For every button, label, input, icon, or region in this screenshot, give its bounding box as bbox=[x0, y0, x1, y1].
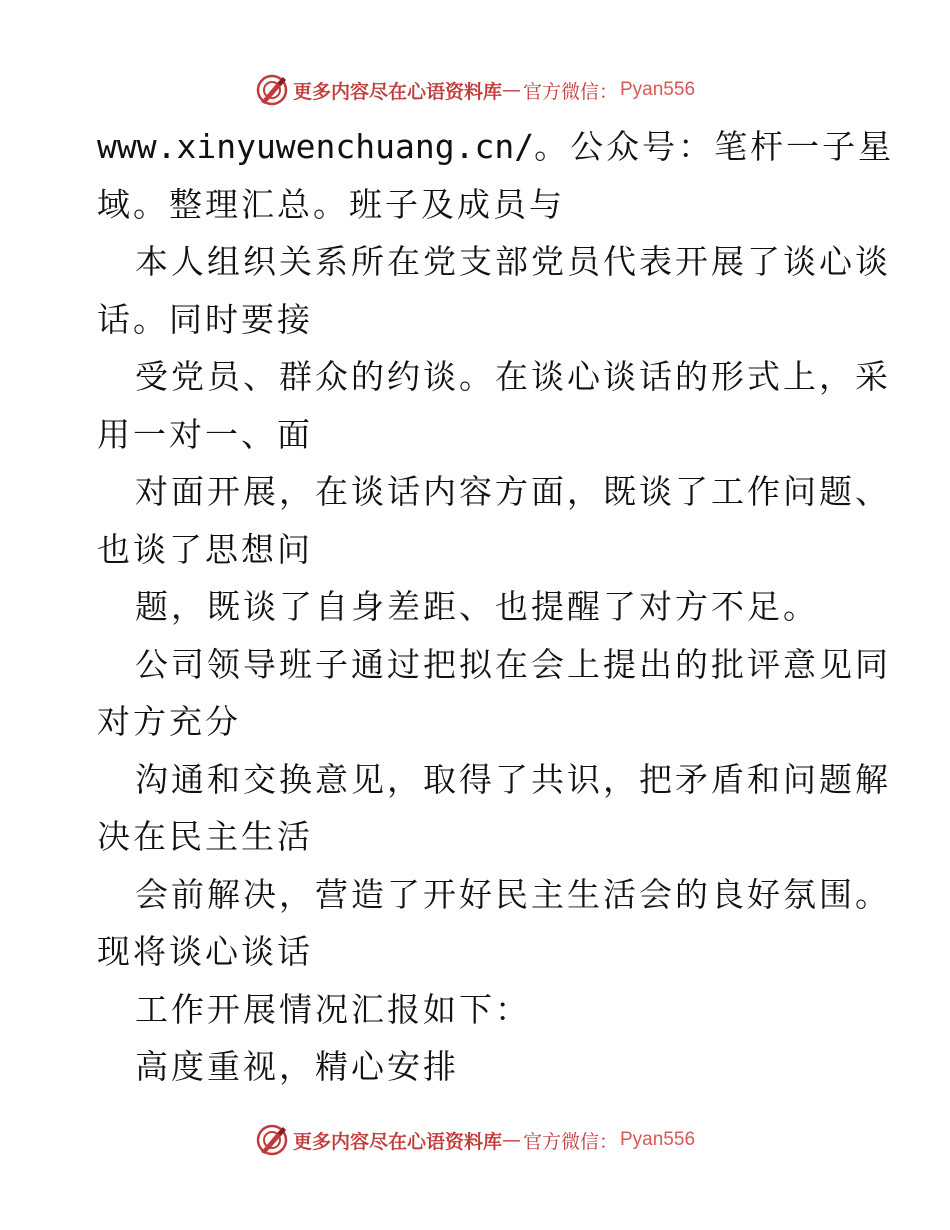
body-line: 域。整理汇总。班子及成员与 bbox=[97, 184, 565, 224]
header-banner bbox=[0, 70, 950, 110]
body-line: 工作开展情况汇报如下： bbox=[135, 989, 531, 1029]
body-line: 公司领导班子通过把拟在会上提出的批评意见同 bbox=[135, 644, 891, 684]
footer-wechat-label: 官方微信： bbox=[522, 1130, 618, 1153]
body-line: 对面开展，在谈话内容方面，既谈了工作问题、 bbox=[135, 472, 891, 511]
body-line: 话。同时要接 bbox=[97, 299, 313, 339]
document-body bbox=[97, 118, 897, 1096]
body-line: 沟通和交换意见，取得了共识，把矛盾和问题解 bbox=[135, 759, 891, 799]
pen-circle-logo-icon bbox=[255, 73, 289, 107]
body-line: 本人组织关系所在党支部党员代表开展了谈心谈 bbox=[135, 242, 891, 281]
body-line: 决在民主生活 bbox=[97, 817, 313, 856]
footer-separator: — bbox=[501, 1129, 521, 1151]
body-line: 用一对一、面 bbox=[97, 414, 313, 454]
header-wechat-account: Pyan556 bbox=[620, 79, 696, 100]
section-heading: 高度重视，精心安排 bbox=[135, 1047, 459, 1086]
body-line: 题，既谈了自身差距、也提醒了对方不足。 bbox=[135, 587, 819, 626]
footer-wechat-account: Pyan556 bbox=[620, 1129, 696, 1150]
body-line: 会前解决，营造了开好民主生活会的良好氛围。 bbox=[135, 874, 891, 914]
body-line: 现将谈心谈话 bbox=[97, 932, 313, 971]
header-brand-text: 更多内容尽在心语资料库 bbox=[292, 80, 502, 103]
header-wechat-label: 官方微信： bbox=[522, 80, 618, 103]
footer-brand-text: 更多内容尽在心语资料库 bbox=[292, 1130, 502, 1153]
body-line: 对方充分 bbox=[97, 702, 241, 741]
website-url: www.xinyuwenchuang.cn/ bbox=[97, 127, 535, 166]
header-separator: — bbox=[501, 79, 521, 101]
body-line: www.xinyuwenchuang.cn/。公众号：笔杆一子星 bbox=[97, 127, 895, 166]
body-line: 受党员、群众的约谈。在谈心谈话的形式上，采 bbox=[135, 357, 891, 396]
pen-circle-logo-icon bbox=[255, 1123, 289, 1157]
footer-banner bbox=[0, 1120, 950, 1160]
body-line: 也谈了思想问 bbox=[97, 529, 313, 569]
